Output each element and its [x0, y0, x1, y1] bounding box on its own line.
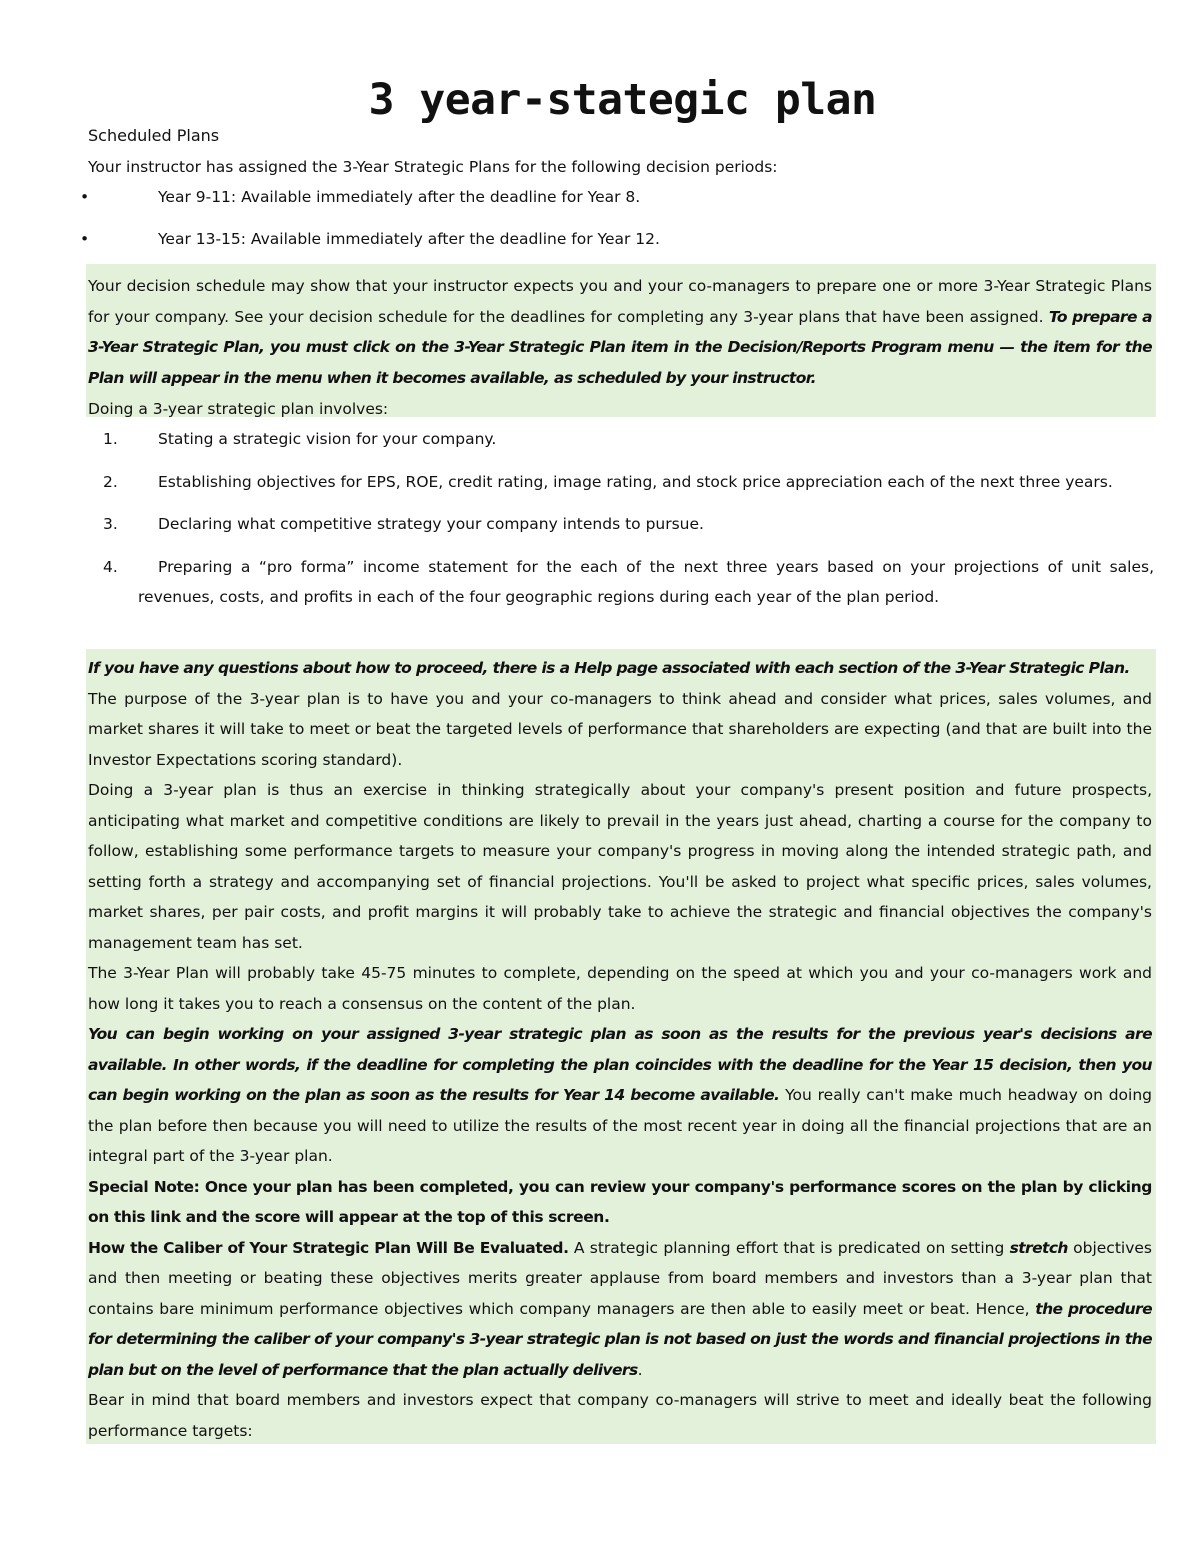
begin-working-bold: You can begin working on your assigned 3-year strategic plan as soon as the results for the previous year's decisions are available. In other words, if the deadline for completing the plan coincides with the deadline for the Year 15 decision, then you can begin working on the plan as soon as the results for Year 14 become available.: [88, 1025, 1152, 1104]
steps-list: [88, 424, 1154, 613]
caliber-end: .: [637, 1360, 643, 1379]
purpose-paragraph: The purpose of the 3-year plan is to have you and your co-managers to think ahead and consider what prices, sales volumes, and market shares it will take to meet or beat the targeted levels of performance that shareholders are expecting (and that are built into the Investor Expectations scoring standard).: [88, 689, 1152, 769]
step-number: 1.: [103, 430, 118, 448]
intro-text: Your instructor has assigned the 3-Year Strategic Plans for the following decision periods:: [88, 158, 778, 176]
bullet-icon: •: [80, 188, 90, 206]
caliber-heading: How the Caliber of Your Strategic Plan Will Be Evaluated.: [88, 1238, 569, 1257]
step-text: Stating a strategic vision for your company.: [158, 430, 497, 448]
caliber-bold: the procedure for determining the caliber of your company's 3-year strategic plan is not based on just the words and financial projections in the plan but on the level of performance that the plan actually delivers: [88, 1299, 1152, 1379]
step-text: Establishing objectives for EPS, ROE, credit rating, image rating, and stock price appreciation each of the next three years.: [158, 472, 1113, 491]
step-item: [88, 467, 1154, 498]
duration-paragraph: The 3-Year Plan will probably take 45-75 minutes to complete, depending on the speed at which you and your co-managers work and how long it takes you to reach a consensus on the content of the plan.: [88, 964, 1152, 1013]
exercise-paragraph: Doing a 3-year plan is thus an exercise in thinking strategically about your company's present position and future prospects, anticipating what market and competitive conditions are likely to prevail in the years just ahead, charting a course for the company to follow, establishing some performance targets to measure your company's progress in moving along the intended strategic path, and setting forth a strategy and accompanying set of financial projections. You'll be asked to project what specific prices, sales volumes, market shares, per pair costs, and profit margins it will probably take to achieve the strategic and financial objectives the company's management team has set.: [88, 781, 1152, 952]
stretch-word: stretch: [1009, 1238, 1068, 1257]
step-item: [88, 509, 1154, 540]
caliber-text-b: objectives and then meeting or beating these objectives merits greater applause from board members and investors than a 3-year plan that contains bare minimum performance objectives which company managers are then able to easily meet or beat. Hence,: [88, 1238, 1152, 1318]
prepare-instruction: To prepare a 3-Year Strategic Plan, you must click on the 3-Year Strategic Plan item in the Decision/Reports Program menu — the item for the Plan will appear in the menu when it becomes available, as scheduled by your instructor.: [88, 307, 1152, 387]
step-number: 2.: [103, 472, 118, 491]
step-number: 4.: [103, 557, 118, 576]
bullet-icon: •: [80, 230, 90, 248]
step-item: [88, 552, 1154, 613]
step-text: Preparing a “pro forma” income statement for the each of the next three years based on your projections of unit sales, revenues, costs, and profits in each of the four geographic regions during each year of the plan period.: [138, 557, 1154, 606]
step-text: Declaring what competitive strategy your company intends to pursue.: [158, 515, 704, 533]
schedule-paragraph: Your decision schedule may show that your instructor expects you and your co-managers to prepare one or more 3-Year Strategic Plans for your company. See your decision schedule for the deadlines for completing any 3-year plans that have been assigned.: [88, 277, 1152, 326]
page-title: 3 year-stategic plan: [368, 75, 877, 125]
section-heading: Scheduled Plans: [88, 126, 220, 145]
help-note: If you have any questions about how to proceed, there is a Help page associated with each section of the 3-Year Strategic Plan.: [88, 659, 1130, 677]
involves-heading: Doing a 3-year strategic plan involves:: [88, 400, 389, 418]
step-item: [88, 424, 1154, 455]
bullet-text: Year 9-11: Available immediately after the deadline for Year 8.: [158, 188, 641, 206]
highlight-block-2: [86, 649, 1156, 1444]
bullet-text: Year 13-15: Available immediately after the deadline for Year 12.: [158, 230, 660, 248]
begin-working-rest: You really can't make much headway on doing the plan before then because you will need to utilize the results of the most recent year in doing all the financial projections that are an integral part of the 3-year plan.: [88, 1086, 1152, 1165]
caliber-text-a: A strategic planning effort that is predicated on setting: [568, 1238, 1010, 1257]
special-note: Special Note: Once your plan has been completed, you can review your company's performance scores on the plan by clicking on this link and the score will appear at the top of this screen.: [88, 1177, 1152, 1226]
step-number: 3.: [103, 515, 118, 533]
bear-in-mind-paragraph: Bear in mind that board members and investors expect that company co-managers will strive to meet and ideally beat the following performance targets:: [88, 1391, 1152, 1440]
